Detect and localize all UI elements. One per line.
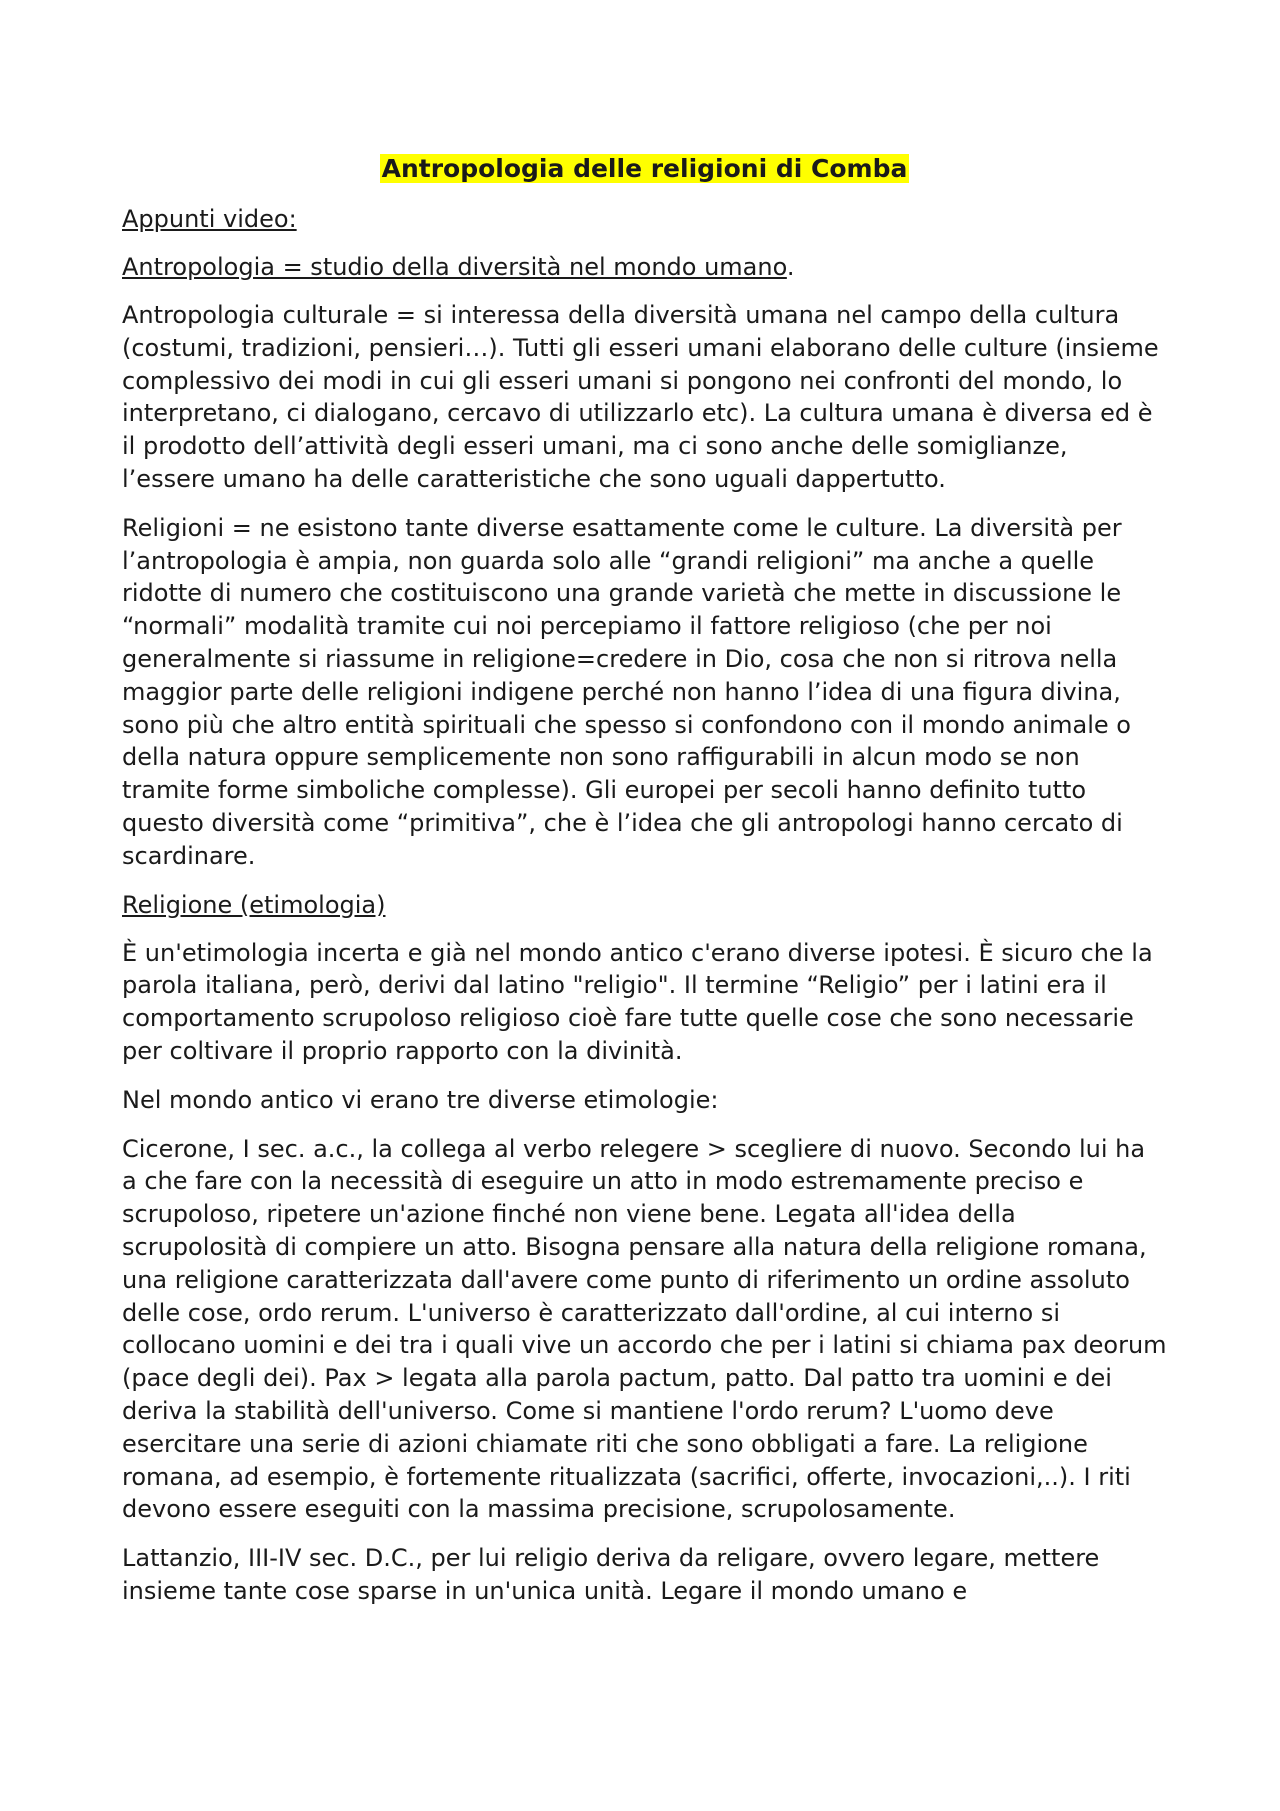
definition-line bbox=[122, 251, 1167, 283]
document-title: Antropologia delle religioni di Comba bbox=[381, 154, 908, 183]
title-line bbox=[122, 152, 1167, 189]
paragraph-lattanzio: Lattanzio, III-IV sec. D.C., per lui religio deriva da religare, ovvero legare, mettere insieme tante cose sparse in un'unica unità. Legare il mondo umano e bbox=[122, 1544, 1100, 1605]
subtitle-heading: Appunti video: bbox=[122, 205, 297, 233]
paragraph-religioni: Religioni = ne esistono tante diverse esattamente come le culture. La diversità per l’antropologia è ampia, non guarda solo alle “grandi religioni” ma anche a quelle ridotte di numero che costituiscono una grande varietà che mette in discussione le “normali” modalità tramite cui noi percepiamo il fattore religioso (che per noi generalmente si riassume in religione=credere in Dio, cosa che non si ritrova nella maggior parte delle religioni indigene perché non hanno l’idea di una figura divina, sono più che altro entità spirituali che spesso si confondono con il mondo animale o della natura oppure semplicemente non sono raffigurabili in alcun modo se non tramite forme simboliche complesse). Gli europei per secoli hanno definito tutto questo diversità come “primitiva”, che è l’idea che gli antropologi hanno cercato di scardinare. bbox=[122, 513, 1131, 870]
paragraph-etimologia: È un'etimologia incerta e già nel mondo antico c'erano diverse ipotesi. È sicuro che la parola italiana, però, derivi dal latino "religio". Il termine “Religio” per i latini era il comportamento scrupoloso religioso cioè fare tutte quelle cose che sono necessarie per coltivare il proprio rapporto con la divinità. bbox=[122, 938, 1153, 1065]
section-heading-etimologia: Religione (etimologia) bbox=[122, 890, 386, 919]
document-page bbox=[122, 152, 1167, 1624]
paragraph-antropologia-culturale: Antropologia culturale = si interessa della diversità umana nel campo della cultura (costumi, tradizioni, pensieri…). Tutti gli esseri umani elaborano delle culture (insieme complessivo dei modi in cui gli esseri umani si pongono nei confronti del mondo, lo interpretano, ci dialogano, cercavo di utilizzarlo etc). La cultura umana è diversa ed è il prodotto dell’attività degli esseri umani, ma ci sono anche delle somiglianze, l’essere umano ha delle caratteristiche che sono uguali dappertutto. bbox=[122, 301, 1159, 493]
paragraph-tre-etimologie: Nel mondo antico vi erano tre diverse etimologie: bbox=[122, 1085, 719, 1114]
definition-underlined: Antropologia = studio della diversità nel mondo umano bbox=[122, 253, 787, 281]
paragraph-cicerone: Cicerone, I sec. a.c., la collega al verbo relegere > scegliere di nuovo. Secondo lui ha a che fare con la necessità di eseguire un atto in modo estremamente preciso e scrupoloso, ripetere un'azione finché non viene bene. Legata all'idea della scrupolosità di compiere un atto. Bisogna pensare alla natura della religione romana, una religione caratterizzata dall'avere come punto di riferimento un ordine assoluto delle cose, ordo rerum. L'universo è caratterizzato dall'ordine, al cui interno si collocano uomini e dei tra i quali vive un accordo che per i latini si chiama pax deorum (pace degli dei). Pax > legata alla parola pactum, patto. Dal patto tra uomini e dei deriva la stabilità dell'universo. Come si mantiene l'ordo rerum? L'uomo deve esercitare una serie di azioni chiamate riti che sono obbligati a fare. La religione romana, ad esempio, è fortemente ritualizzata (sacrifici, offerte, invocazioni,..). I riti devono essere eseguiti con la massima precisione, scrupolosamente. bbox=[122, 1134, 1167, 1524]
definition-tail: . bbox=[786, 253, 795, 281]
